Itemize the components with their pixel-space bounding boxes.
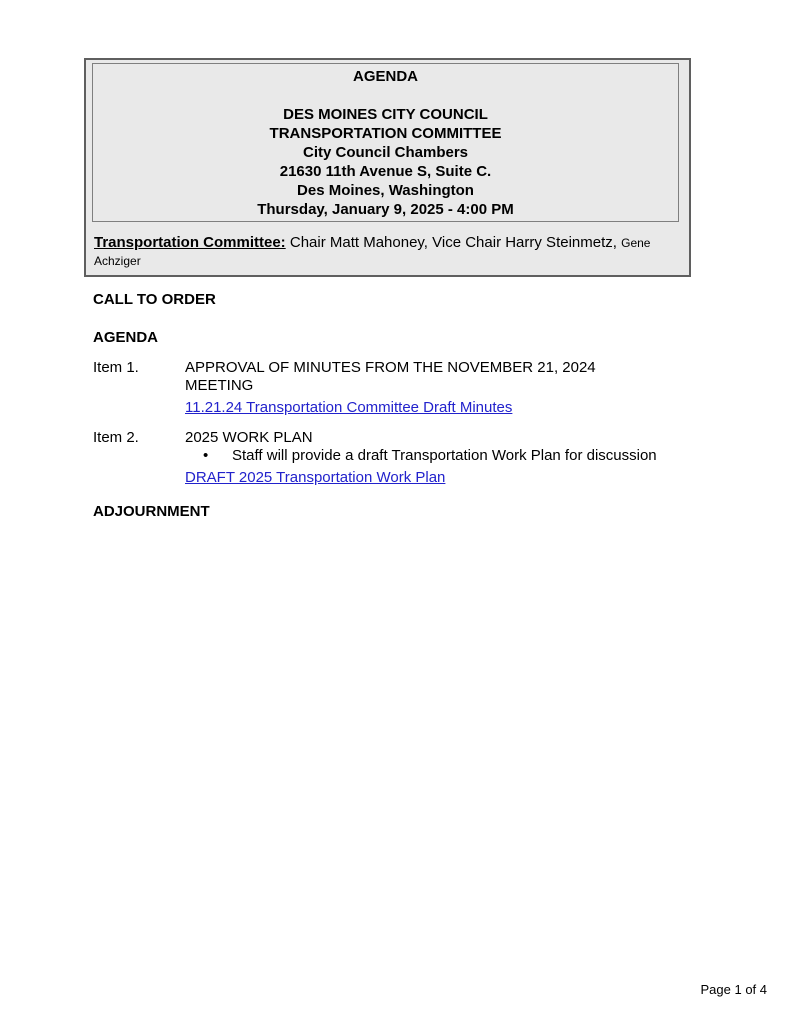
page-number: Page 1 of 4 bbox=[700, 982, 767, 997]
header-line-council: DES MOINES CITY COUNCIL bbox=[283, 106, 488, 123]
committee-members-line bbox=[86, 222, 689, 275]
agenda-header-inner-box bbox=[92, 63, 679, 222]
item-1-title: APPROVAL OF MINUTES FROM THE NOVEMBER 21, 2024 MEETING bbox=[185, 359, 596, 394]
bullet-icon: • bbox=[203, 447, 209, 464]
committee-label: Transportation Committee: bbox=[94, 234, 286, 251]
header-line-datetime: Thursday, January 9, 2025 - 4:00 PM bbox=[257, 201, 514, 218]
agenda-body bbox=[93, 291, 693, 521]
item-2-content bbox=[185, 429, 693, 487]
header-line-location: City Council Chambers bbox=[302, 144, 469, 161]
header-line-committee: TRANSPORTATION COMMITTEE bbox=[269, 125, 502, 142]
committee-members: Chair Matt Mahoney, Vice Chair Harry Steinmetz, bbox=[289, 234, 617, 251]
item-2-title: 2025 WORK PLAN bbox=[185, 429, 313, 446]
heading-call-to-order: CALL TO ORDER bbox=[93, 291, 216, 308]
agenda-item-2 bbox=[93, 429, 693, 487]
agenda-item-1 bbox=[93, 359, 693, 417]
agenda-title: AGENDA bbox=[352, 68, 418, 85]
item-2-bullet-text: Staff will provide a draft Transportation Work Plan for discussion bbox=[232, 447, 657, 464]
heading-adjournment: ADJOURNMENT bbox=[93, 503, 210, 520]
item-1-minutes-link[interactable]: 11.21.24 Transportation Committee Draft Minutes bbox=[185, 399, 513, 416]
agenda-header-box bbox=[84, 58, 691, 277]
committee-members-small: Gene Achziger bbox=[94, 236, 651, 268]
item-1-label: Item 1. bbox=[93, 359, 139, 376]
item-2-workplan-link[interactable]: DRAFT 2025 Transportation Work Plan bbox=[185, 469, 446, 486]
header-line-city: Des Moines, Washington bbox=[297, 182, 474, 199]
heading-agenda: AGENDA bbox=[93, 329, 159, 346]
item-2-bullet-line bbox=[185, 447, 693, 465]
item-2-label: Item 2. bbox=[93, 429, 139, 446]
header-line-address: 21630 11th Avenue S, Suite C. bbox=[279, 163, 492, 180]
item-1-content bbox=[185, 359, 693, 417]
